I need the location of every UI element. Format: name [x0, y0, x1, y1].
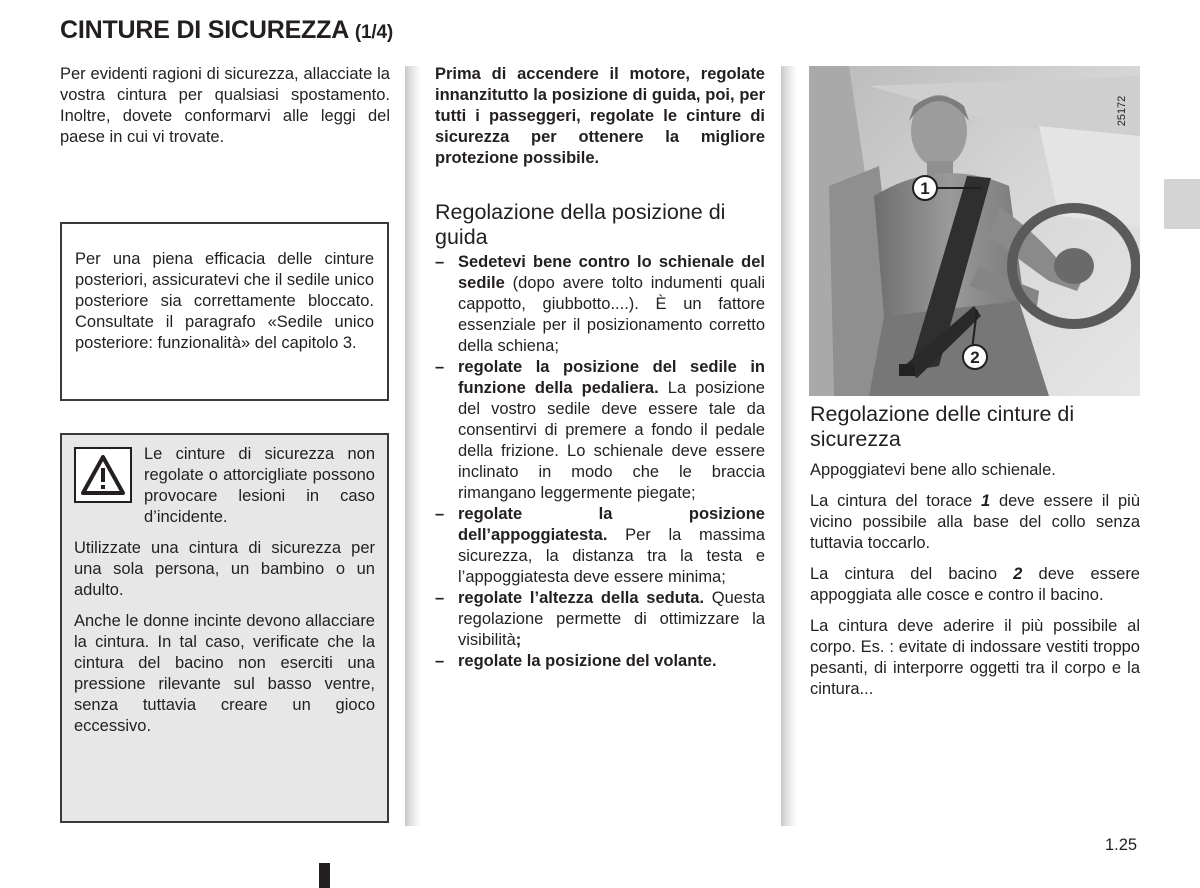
callout-2-label: 2: [970, 348, 980, 367]
list-dash: –: [435, 589, 445, 607]
step-bold: regolate la posizione del volante.: [458, 652, 717, 670]
p3-text-b: deve essere appoggiata alle cosce e contro il bacino.: [810, 565, 1140, 604]
column-gutter-left: [405, 66, 421, 826]
seatbelt-illustration: [809, 66, 1140, 396]
list-dash: –: [435, 358, 445, 376]
p3-text-a: La cintura del bacino: [810, 565, 1014, 583]
list-dash: –: [435, 652, 445, 670]
page-title-text: CINTURE DI SICUREZZA: [60, 16, 349, 44]
intro-bold-paragraph: Prima di accendere il motore, regolate innanzitutto la posizione di guida, poi, per tutti i passeggeri, regolate le cinture di sicurezza per ottenere la migliore protezione possibile.: [435, 65, 765, 167]
driving-position-heading: Regolazione della posizione di guida: [435, 200, 726, 249]
page-title-part: (1/4): [354, 22, 393, 43]
warning-triangle-icon: [74, 447, 132, 503]
driver-seatbelt-drawing: [809, 66, 1140, 396]
note-text: Per una piena efficacia delle cinture posteriori, assicuratevi che il sedile unico posteriore sia correttamente bloccato. Consultate il paragrafo «Sedile unico posteriore: funzionalità» del capitolo 3.: [75, 250, 374, 352]
right-column: [810, 402, 1140, 710]
step-bold: regolate l’altezza della seduta.: [458, 589, 705, 607]
list-item: [435, 357, 765, 504]
right-paragraph-3: [810, 564, 1140, 606]
p2-text-a: La cintura del torace: [810, 492, 981, 510]
seatbelt-adjust-heading: Regolazione delle cinture di sicurezza: [810, 402, 1075, 451]
chapter-tab: [1164, 179, 1200, 229]
step-text: Questa regolazione permette di ottimizzare la visibilità: [458, 589, 765, 649]
step-bold: regolate la posizione del sedile in funzione della pedaliera.: [458, 358, 765, 397]
p3-ref-number: 2: [1013, 565, 1023, 583]
list-item: [435, 588, 765, 651]
right-paragraph-1: Appoggiatevi bene allo schienale.: [810, 461, 1056, 479]
intro-paragraph: Per evidenti ragioni di sicurezza, allacciate la vostra cintura per qualsiasi spostamento. Inoltre, dovete conformarvi alle leggi del paese in cui vi trovate.: [60, 65, 390, 146]
left-column: [60, 64, 390, 158]
middle-column: [435, 64, 765, 672]
list-dash: –: [435, 253, 445, 271]
warning-text-3: Anche le donne incinte devono allacciare la cintura. In tal caso, verificate che la cintura del bacino non eserciti una pressione rilevante sul basso ventre, senza tuttavia creare un gioco eccessivo.: [74, 612, 375, 735]
driving-steps-list: [435, 252, 765, 672]
callout-1-label: 1: [920, 179, 930, 198]
right-paragraph-4: La cintura deve aderire il più possibile al corpo. Es. : evitate di indossare vestiti troppo pesanti, di interporre oggetti tra il corpo e la cintura...: [810, 617, 1140, 698]
page-edge-marker: [319, 863, 330, 888]
step-text: Per la massima sicurezza, la distanza tra la testa e l’appoggiatesta deve essere minima;: [458, 526, 765, 586]
list-item: [435, 504, 765, 588]
list-item: [435, 651, 765, 672]
warning-triangle-glyph: [80, 454, 126, 496]
warning-box: [60, 433, 389, 823]
list-item: [435, 252, 765, 357]
page-number: 1.25: [1105, 836, 1138, 854]
list-dash: –: [435, 505, 445, 523]
column-gutter-right: [781, 66, 797, 826]
warning-text-1: Le cinture di sicurezza non regolate o attorcigliate possono provocare lesioni in caso d’incidente.: [144, 445, 375, 526]
step-text: La posizione del vostro sedile deve essere tale da consentirvi di premere a fondo il pedale della frizione. Lo schienale deve essere inclinato in modo che le braccia rimangano leggermente piegate;: [458, 379, 765, 502]
figure-ref-number: 25172: [1116, 95, 1128, 127]
step-bold: Sedetevi bene contro lo schienale del sedile: [458, 253, 765, 292]
step-text: (dopo avere tolto indumenti quali cappotto, giubbotto....). È un fattore essenziale per il posizionamento corretto della schiena;: [458, 274, 765, 355]
warning-text-2: Utilizzate una cintura di sicurezza per una sola persona, un bambino o un adulto.: [74, 539, 375, 599]
step-bold: regolate la posizione dell’appoggiatesta.: [458, 505, 765, 544]
p2-text-b: deve essere il più vicino possibile alla base del collo senza tuttavia toccarlo.: [810, 492, 1140, 552]
step-tail: ;: [515, 631, 522, 649]
p2-ref-number: 1: [980, 492, 991, 510]
page-title: [60, 16, 393, 45]
note-box: [60, 222, 389, 401]
right-paragraph-2: [810, 491, 1140, 554]
